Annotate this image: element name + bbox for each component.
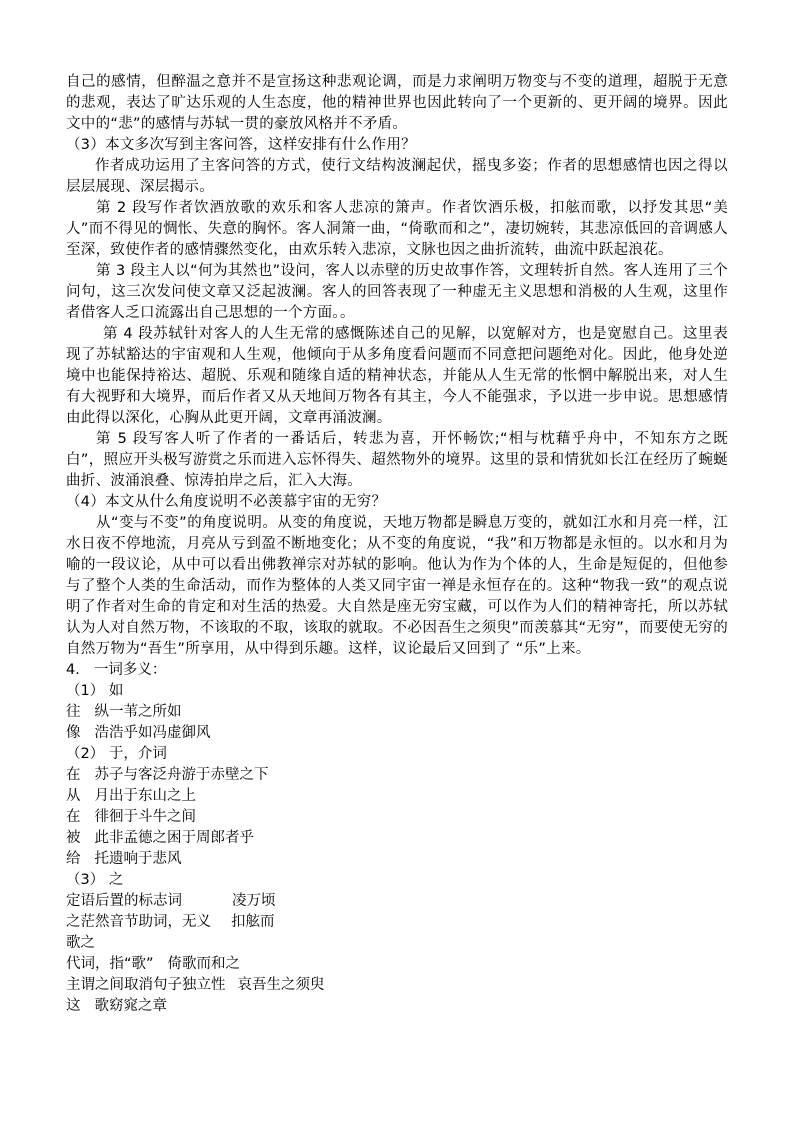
vocab-entry — [66, 765, 728, 786]
vocab-example: 扣舷而 — [231, 914, 275, 930]
paragraph-section-3: 第 3 段主人以“何为其然也”设问，客人以赤壁的历史故事作答，文理转折自然。客人连用了三个问句，这三次发问使文章又泛起波澜。客人的回答表现了一种虚无主义思想和消极的人生观，这里作者借客人乏口流露出自己思想的一个方面。。 — [66, 263, 728, 321]
paragraph-section-4: 第 4 段苏轼针对客人的人生无常的感慨陈述自己的见解，以宽解对方，也是宽慰自己。这里表现了苏轼豁达的宇宙观和人生观，他倾向于从多角度看问题而不同意把问题绝对化。因此，他身处逆境中也能保持裕达、超脱、乐观和随缘自适的精神状态，并能从人生无常的怅惘中解脱出来，对人生有大视野和大境界，而后作者又从天地间万物各有其主，今人不能强求，予以进一步申说。思想感情由此得以深化，心胸从此更开阔，文章再涌波澜。 — [66, 326, 728, 426]
paragraph-dialogue-method: 作者成功运用了主客问答的方式，使行文结构波澜起伏，摇曳多姿；作者的思想感情也因之得以层层展现、深层揭示。 — [66, 158, 728, 195]
document-body — [66, 72, 728, 1017]
vocab-entry-continued: 歌之 — [66, 935, 95, 951]
vocab-entry — [66, 975, 728, 996]
paragraph-sad-feeling: 自己的感情，但醉温之意并不是宣扬这种悲观论调，而是力求阐明万物变与不变的道理，超脱于无意的悲观，表达了旷达乐观的人生态度，他的精神世界也因此转向了一个更新的、更开阔的境界。因此文中的“悲”的感情与苏轼一贯的豪放风格并不矛盾。 — [66, 74, 728, 132]
vocab-entry — [66, 891, 728, 912]
vocab-entry — [66, 807, 728, 828]
vocab-example: 浩浩乎如冯虚御风 — [94, 725, 211, 741]
vocab-example: 徘徊于斗牛之间 — [94, 809, 196, 825]
paragraph-section-2: 第 2 段写作者饮酒放歌的欢乐和客人悲凉的箫声。作者饮酒乐极，扣舷而歌，以抒发其思“美人”而不得见的惆怅、失意的胸怀。客人洞箫一曲，“倚歌而和之”，凄切婉转，其悲凉低回的音调感人至深，致使作者的感情骤然变化，由欢乐转入悲凉，文脉也因之曲折流转，曲流中跃起浪花。 — [66, 200, 728, 258]
vocab-sense: 之茫然音节助词，无义 — [66, 914, 211, 930]
vocab-example: 凌万顷 — [232, 893, 276, 909]
vocab-entry — [66, 849, 728, 870]
vocab-sense: 往 — [66, 704, 81, 720]
vocab-entry — [66, 786, 728, 807]
vocab-sense: 从 — [66, 788, 81, 804]
vocab-sense: 在 — [66, 767, 81, 783]
vocab-sense: 主谓之间取消句子独立性 — [66, 977, 226, 993]
vocab-sense: 被 — [66, 830, 81, 846]
vocab-heading-number: 4. — [66, 662, 80, 678]
vocab-example: 哀吾生之须臾 — [237, 977, 325, 993]
vocab-group-ru: （1） 如 — [66, 683, 124, 699]
vocab-sense: 这 — [66, 998, 81, 1014]
vocab-example: 纵一苇之所如 — [94, 704, 182, 720]
vocab-sense: 在 — [66, 809, 81, 825]
question-4: （4）本文从什么角度说明不必羡慕宇宙的无穷？ — [66, 494, 387, 510]
vocab-example: 歌窈窕之章 — [94, 998, 167, 1014]
vocab-heading — [66, 660, 728, 681]
question-3: （3）本文多次写到主客问答，这样安排有什么作用？ — [66, 137, 416, 153]
vocab-entry — [66, 828, 728, 849]
vocab-sense: 代词，指“歌” — [66, 956, 154, 972]
vocab-sense: 给 — [66, 851, 81, 867]
vocab-group-yu: （2） 于，介词 — [66, 746, 167, 762]
vocab-entry — [66, 954, 728, 975]
vocab-example: 苏子与客泛舟游于赤壁之下 — [94, 767, 269, 783]
vocab-entry — [66, 702, 728, 723]
vocab-entry — [66, 996, 728, 1017]
vocab-example: 托遗响于悲风 — [94, 851, 182, 867]
vocab-example: 月出于东山之上 — [94, 788, 196, 804]
vocab-group-zhi: （3） 之 — [66, 872, 124, 888]
vocab-example: 此非孟德之困于周郎者乎 — [94, 830, 254, 846]
vocab-sense: 定语后置的标志词 — [66, 893, 182, 909]
vocab-entry — [66, 912, 728, 933]
vocab-sense: 像 — [66, 725, 81, 741]
paragraph-section-5: 第 5 段写客人听了作者的一番话后，转悲为喜，开怀畅饮;“相与枕藉乎舟中，不知东方之既白”，照应开头极写游赏之乐而进入忘怀得失、超然物外的境界。这里的景和情犹如长江在经历了蜿蜒曲折、波涌浪叠、惊涛拍岸之后，汇入大海。 — [66, 431, 728, 489]
vocab-entry — [66, 723, 728, 744]
vocab-heading-text: 一词多义： — [93, 662, 167, 678]
paragraph-change-constancy: 从“变与不变”的角度说明。从变的角度说，天地万物都是瞬息万变的，就如江水和月亮一样，江水日夜不停地流，月亮从亏到盈不断地变化；从不变的角度说，“我”和万物都是永恒的。以水和月为喻的一段议论，从中可以看出佛教禅宗对苏轼的影响。他认为作为个体的人，生命是短促的，但他参与了整个人类的生命活动，而作为整体的人类又同宇宙一禅是永恒存在的。这种“物我一致”的观点说明了作者对生命的肯定和对生活的热爱。大自然是座无穷宝藏，可以作为人们的精神寄托，所以苏轼认为人对自然万物，不该取的不取，该取的就取。不必因吾生之须臾”而羡慕其“无穷”，而要使无穷的自然万物为“吾生”所享用，从中得到乐趣。这样，议论最后又回到了 “乐”上来。 — [66, 515, 728, 657]
vocab-example: 倚歌而和之 — [167, 956, 241, 972]
